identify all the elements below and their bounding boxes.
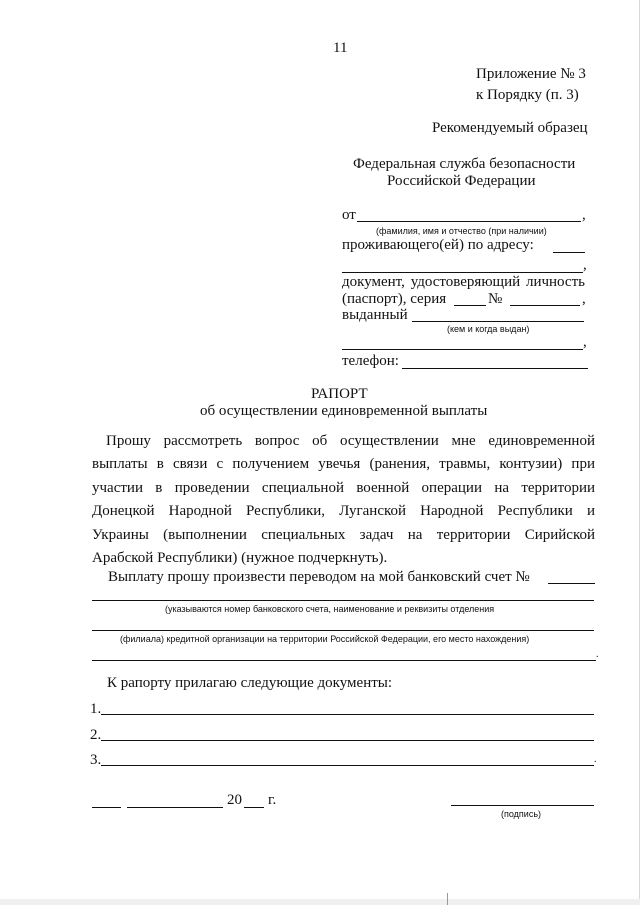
appendix-line2: к Порядку (п. 3) bbox=[476, 87, 579, 103]
issued-field[interactable] bbox=[412, 321, 584, 322]
date-day-field[interactable] bbox=[92, 807, 121, 808]
attachment-number: 3. bbox=[90, 752, 102, 768]
bank-details-line-3[interactable] bbox=[92, 660, 596, 661]
number-sign: № bbox=[488, 291, 503, 307]
date-year-suffix: г. bbox=[268, 792, 277, 808]
signature-field[interactable] bbox=[451, 805, 594, 806]
name-hint: (фамилия, имя и отчество (при наличии) bbox=[376, 226, 547, 236]
addressee-line1: Федеральная служба безопасности bbox=[353, 156, 576, 172]
attachment-field-2[interactable] bbox=[101, 740, 594, 741]
document-series-label: (паспорт), серия bbox=[342, 291, 447, 307]
issued-hint: (кем и когда выдан) bbox=[447, 324, 530, 334]
comma-3: , bbox=[582, 291, 586, 307]
attachments-label: К рапорту прилагаю следующие документы: bbox=[107, 675, 393, 691]
body-line: участии в проведении специальной военной операции на территории bbox=[92, 479, 595, 496]
bank-hint-2: (филиала) кредитной организации на территории Российской Федерации, его место нахождения) bbox=[120, 634, 530, 644]
signature-hint: (подпись) bbox=[501, 809, 542, 819]
issued-label: выданный bbox=[342, 307, 408, 323]
page-number: 11 bbox=[333, 40, 348, 56]
payment-line: Выплату прошу произвести переводом на мой банковский счет № bbox=[108, 569, 530, 585]
comma-4: , bbox=[583, 334, 587, 350]
period-2: . bbox=[594, 754, 597, 765]
date-month-field[interactable] bbox=[127, 807, 223, 808]
request-paragraph bbox=[92, 430, 595, 570]
from-name-line[interactable] bbox=[357, 221, 581, 222]
account-number-field[interactable] bbox=[548, 583, 595, 584]
phone-label: телефон: bbox=[342, 353, 399, 369]
bank-details-line-1[interactable] bbox=[92, 600, 594, 601]
page-bottom-edge bbox=[0, 899, 640, 905]
appendix-line1: Приложение № 3 bbox=[476, 66, 586, 82]
attachment-field-3[interactable] bbox=[101, 765, 594, 766]
number-field[interactable] bbox=[510, 305, 580, 306]
document-title: РАПОРТ bbox=[311, 386, 368, 402]
attachment-field-1[interactable] bbox=[101, 714, 594, 715]
date-year-field[interactable] bbox=[244, 807, 264, 808]
body-line: выплаты в связи с получением увечья (ранения, травмы, контузии) при bbox=[92, 456, 595, 473]
issued-field-2[interactable] bbox=[342, 349, 583, 350]
from-label: от bbox=[342, 207, 356, 223]
period-1: . bbox=[596, 649, 599, 660]
date-year-prefix: 20 bbox=[227, 792, 242, 808]
attachment-number: 2. bbox=[90, 727, 102, 743]
series-field[interactable] bbox=[454, 305, 486, 306]
bank-hint-1: (указываются номер банковского счета, наименование и реквизиты отделения bbox=[165, 604, 495, 614]
address-line-2[interactable] bbox=[342, 272, 583, 273]
address-line-1[interactable] bbox=[553, 252, 585, 253]
attachment-number: 1. bbox=[90, 701, 102, 717]
document-line1: документ, удостоверяющий личность bbox=[342, 274, 585, 290]
address-label: проживающего(ей) по адресу: bbox=[342, 237, 534, 253]
comma-2: , bbox=[583, 257, 587, 273]
recommended-sample: Рекомендуемый образец bbox=[432, 120, 588, 136]
comma-1: , bbox=[582, 207, 586, 223]
body-line-last: Арабской Республики) (нужное подчеркнуть). bbox=[92, 550, 388, 567]
document-subtitle: об осуществлении единовременной выплаты bbox=[200, 403, 488, 419]
addressee-line2: Российской Федерации bbox=[387, 173, 536, 189]
bank-details-line-2[interactable] bbox=[92, 630, 594, 631]
body-line: Прошу рассмотреть вопрос об осуществлении мне единовременной bbox=[106, 433, 595, 449]
phone-field[interactable] bbox=[402, 368, 588, 369]
body-line: Украины (выполнении специальных задач на территории Сирийской bbox=[92, 526, 595, 543]
body-line: Донецкой Народной Республики, Луганской Народной Республики и bbox=[92, 503, 595, 520]
